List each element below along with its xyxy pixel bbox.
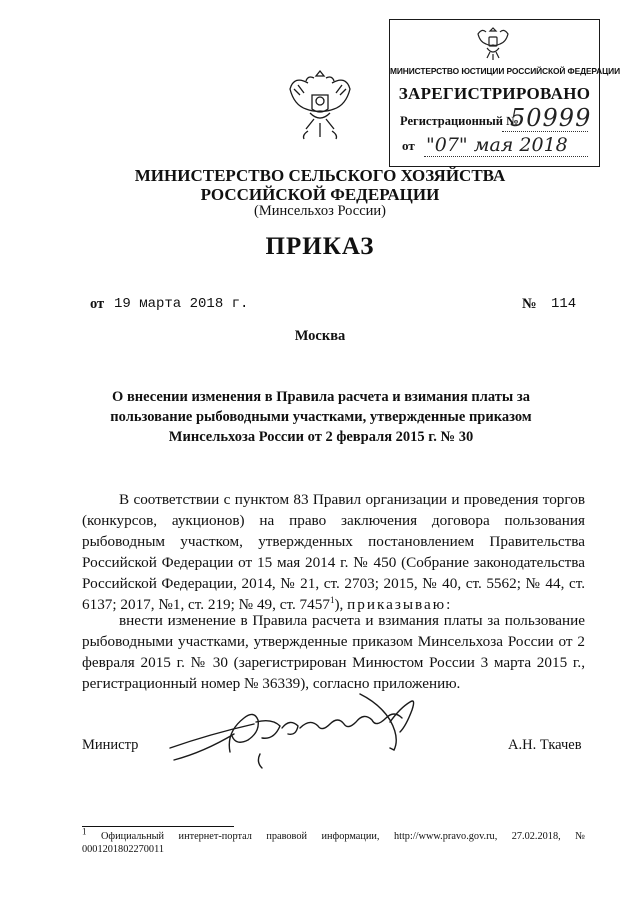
- footnote-divider: [82, 826, 234, 827]
- order-verb: приказываю:: [347, 596, 453, 613]
- eagle-emblem-icon: [476, 24, 510, 62]
- stamp-regno-underline: [502, 131, 588, 132]
- stamp-regno-value: 50999: [510, 104, 592, 132]
- stamp-registered-label: ЗАРЕГИСТРИРОВАНО: [398, 84, 591, 103]
- stamp-date-prefix: от: [402, 138, 415, 153]
- footnote: [82, 826, 585, 856]
- ministry-short-name: (Минсельхоз России): [254, 203, 386, 219]
- operative-paragraph: внести изменение в Правила расчета и взимания платы за пользование рыбоводными участками, утвержденные приказом Минсельхоза России от 2 февраля 2015 г. № 30 (зарегистрирован Минюстом России 3 марта 2015 г., регистрационный номер № 36339), согласно приложению.: [82, 612, 585, 692]
- order-title: [95, 387, 547, 447]
- order-date: 19 марта 2018 г.: [114, 296, 249, 312]
- signatory-title: Министр: [82, 737, 139, 753]
- footnote-text: Официальный интернет-портал правовой информации, http://www.pravo.gov.ru, 27.02.2018, № 0001201802270011: [82, 831, 585, 855]
- order-title-line-1: О внесении изменения в Правила расчета и взимания платы за: [112, 389, 530, 405]
- preamble-text: В соответствии с пунктом 83 Правил организации и проведения торгов (конкурсов, аукционов) на право заключения договора пользования рыбоводным участком, утвержденных постановлением Правительства Российской Федерации от 15 мая 2014 г. № 450 (Собрание законодательства Российской Федерации, 2014, № 21, ст. 2703; 2015, № 40, ст. 5562; № 44, ст. 6137; 2017, №1, ст. 219; № 49, ст. 7457: [82, 491, 585, 613]
- stamp-regno-label: Регистрационный №: [400, 114, 519, 128]
- stamp-date-underline: [424, 156, 588, 157]
- handwritten-signature: [160, 682, 500, 778]
- order-number: 114: [551, 296, 577, 312]
- registration-stamp: [389, 19, 620, 167]
- date-prefix: от: [90, 296, 105, 312]
- document-type: ПРИКАЗ: [265, 233, 375, 260]
- russian-coat-of-arms-icon: [288, 69, 352, 143]
- number-prefix: №: [522, 296, 537, 312]
- footnote-mark: 1: [329, 594, 335, 605]
- order-title-line-2: пользование рыбоводными участками, утвержденные приказом: [110, 409, 532, 425]
- stamp-date-value: "07" мая 2018: [426, 134, 568, 156]
- stamp-ministry-name: МИНИСТЕРСТВО ЮСТИЦИИ РОССИЙСКОЙ ФЕДЕРАЦИИ: [390, 66, 620, 76]
- city: Москва: [294, 328, 346, 344]
- ministry-title-line-2: РОССИЙСКОЙ ФЕДЕРАЦИИ: [200, 185, 440, 204]
- ministry-title: [0, 166, 640, 204]
- ministry-title-line-1: МИНИСТЕРСТВО СЕЛЬСКОГО ХОЗЯЙСТВА: [134, 166, 506, 185]
- footnote-number: 1: [82, 826, 87, 837]
- preamble-paragraph: [82, 489, 585, 615]
- order-title-line-3: Минсельхоза России от 2 февраля 2015 г. № 30: [168, 429, 474, 445]
- signatory-name: А.Н. Ткачев: [508, 737, 582, 753]
- preamble-close: ),: [334, 596, 348, 613]
